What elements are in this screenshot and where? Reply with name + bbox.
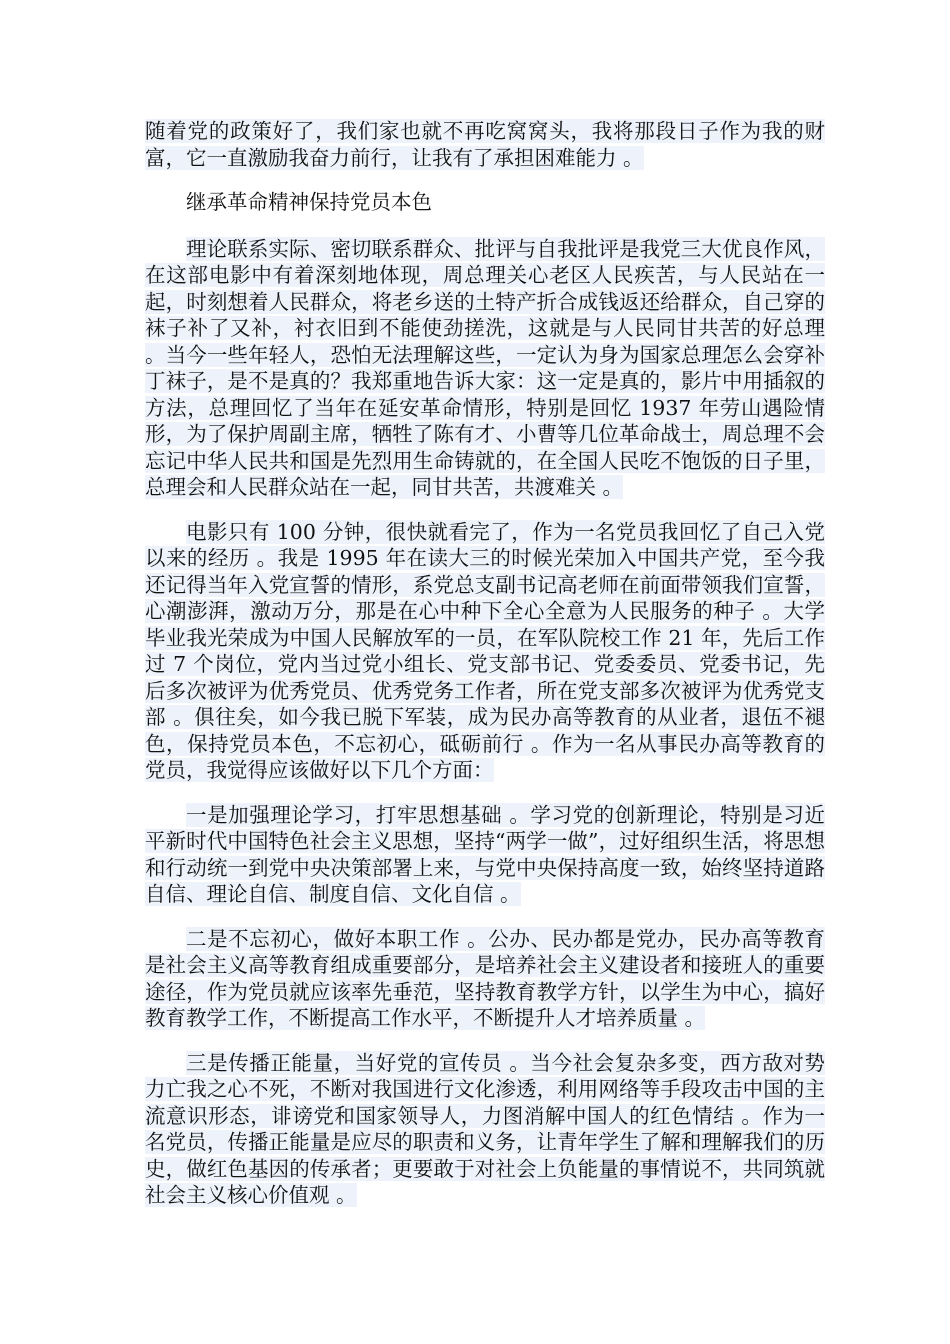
- section-heading-text: 继承革命精神保持党员本色: [186, 190, 432, 214]
- paragraph-text: 三是传播正能量，当好党的宣传员 。当今社会复杂多变，西方敌对势力亡我之心不死，不断对我国进行文化渗透，利用网络等手段攻击中国的主流意识形态，诽谤党和国家领导人，力图消解中国人的红色情结 。作为一名党员，传播正能量是应尽的职责和义务，让青年学生了解和理解我们的历史，做红色基因的传承者；更要敢于对社会上负能量的事情说不，共同筑就社会主义核心价值观 。: [145, 1050, 825, 1207]
- paragraph-text: 随着党的政策好了，我们家也就不再吃窝窝头，我将那段日子作为我的财富，它一直激励我奋力前行，让我有了承担困难能力 。: [145, 119, 825, 170]
- paragraph-continuation: [145, 118, 825, 171]
- paragraph-text: 一是加强理论学习，打牢思想基础 。学习党的创新理论，特别是习近平新时代中国特色社会主义思想，坚持“两学一做”，过好组织生活，将思想和行动统一到党中央决策部署上来，与党中央保持高度一致，始终坚持道路自信、理论自信、制度自信、文化自信 。: [145, 802, 825, 906]
- section-heading: [145, 189, 825, 216]
- document-body: [145, 118, 825, 1227]
- paragraph-text: 二是不忘初心，做好本职工作 。公办、民办都是党办，民办高等教育是社会主义高等教育组成重要部分，是培养社会主义建设者和接班人的重要途径，作为党员就应该率先垂范，坚持教育教学方针，以学生为中心，搞好教育教学工作，不断提高工作水平，不断提升人才培养质量 。: [145, 926, 825, 1030]
- paragraph-text: 电影只有 100 分钟，很快就看完了，作为一名党员我回忆了自己入党以来的经历 。我是 1995 年在读大三的时候光荣加入中国共产党，至今我还记得当年入党宣誓的情形，系党总支副书记高老师在前面带领我们宣誓，心潮澎湃，激动万分，那是在心中种下全心全意为人民服务的种子 。大学毕业我光荣成为中国人民解放军的一员，在军队院校工作 21 年，先后工作过 7 个岗位，党内当过党小组长、党支部书记、党委委员、党委书记，先后多次被评为优秀党员、优秀党务工作者，所在党支部多次被评为优秀党支部 。俱往矣，如今我已脱下军装，成为民办高等教育的从业者，退伍不褪色，保持党员本色，不忘初心，砥砺前行 。作为一名从事民办高等教育的党员，我觉得应该做好以下几个方面：: [145, 519, 825, 782]
- paragraph: [145, 926, 825, 1032]
- paragraph-text: 理论联系实际、密切联系群众、批评与自我批评是我党三大优良作风，在这部电影中有着深刻地体现，周总理关心老区人民疾苦，与人民站在一起，时刻想着人民群众，将老乡送的土特产折合成钱返还给群众，自己穿的袜子补了又补，衬衣旧到不能使劲搓洗，这就是与人民同甘共苦的好总理 。当今一些年轻人，恐怕无法理解这些，一定认为身为国家总理怎么会穿补丁袜子，是不是真的？我郑重地告诉大家：这一定是真的，影片中用插叙的方法，总理回忆了当年在延安革命情形，特别是回忆 1937 年劳山遇险情形，为了保护周副主席，牺牲了陈有才、小曹等几位革命战士，周总理不会忘记中华人民共和国是先烈用生命铸就的，在全国人民吃不饱饭的日子里，总理会和人民群众站在一起，同甘共苦，共渡难关 。: [145, 236, 825, 499]
- paragraph: [145, 519, 825, 784]
- paragraph: [145, 236, 825, 501]
- paragraph: [145, 1050, 825, 1209]
- paragraph: [145, 802, 825, 908]
